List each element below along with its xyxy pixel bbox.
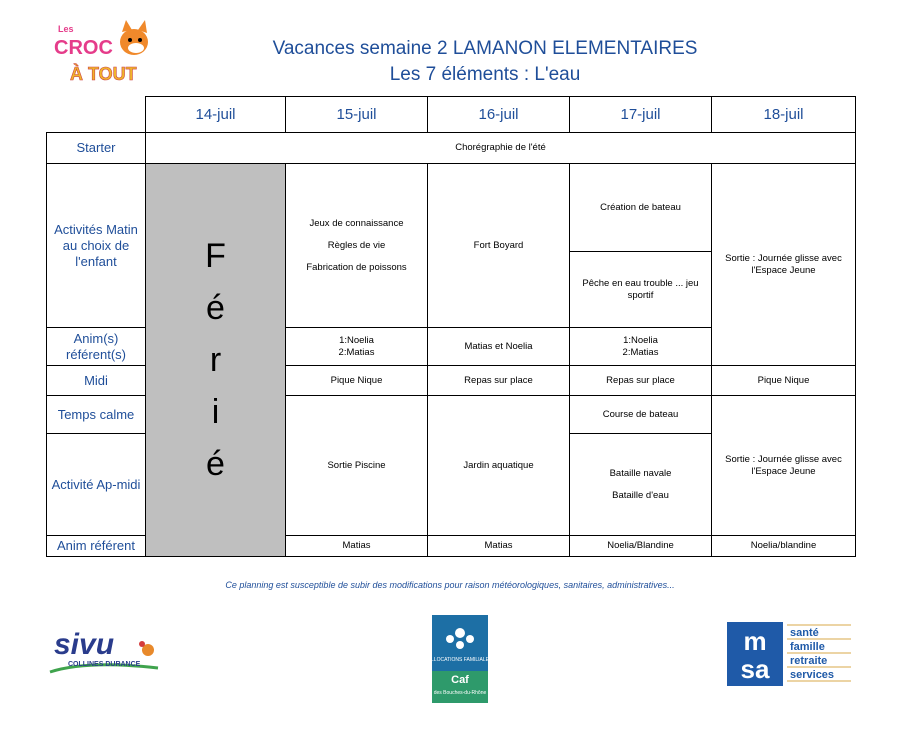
croc-logo-line1: CROC xyxy=(54,37,113,59)
midi-17: Repas sur place xyxy=(569,365,712,396)
anim-ref-15: Matias xyxy=(285,535,428,557)
ferie-letter: é xyxy=(206,289,225,327)
row-label-starter: Starter xyxy=(46,132,146,164)
row-label-temps-calme: Temps calme xyxy=(46,395,146,434)
croc-logo-les: Les xyxy=(58,24,74,34)
sivu-logo-sub: COLLINES DURANCE xyxy=(68,661,141,668)
activity-apmidi-17 xyxy=(569,433,712,536)
msa-line: retraite xyxy=(790,655,828,667)
anim-referent-15 xyxy=(285,327,428,366)
activity-apmidi-16: Jardin aquatique xyxy=(427,395,570,536)
midi-15: Pique Nique xyxy=(285,365,428,396)
msa-line: santé xyxy=(790,627,819,639)
anim-referent-17 xyxy=(569,327,712,366)
activity-matin-15 xyxy=(285,163,428,328)
activity-matin-16: Fort Boyard xyxy=(427,163,570,328)
anim-ref-18: Noelia/blandine xyxy=(711,535,856,557)
activity-item: Jeux de connaissance xyxy=(309,217,404,229)
activity-apmidi-18: Sortie : Journée glisse avec l'Espace Jeune xyxy=(711,395,856,536)
anim-ref-17: Noelia/Blandine xyxy=(569,535,712,557)
svg-text:sa: sa xyxy=(740,654,770,684)
day-header-1: 14-juil xyxy=(145,96,286,133)
activity-item: Bataille navale xyxy=(609,467,672,479)
activity-matin-17-a: Création de bateau xyxy=(569,163,712,252)
temps-calme-17: Course de bateau xyxy=(569,395,712,434)
ferie-letter: r xyxy=(209,341,222,379)
activity-item: Fabrication de poissons xyxy=(306,261,407,273)
caf-logo-name: Caf xyxy=(451,674,469,686)
msa-logo xyxy=(727,622,852,686)
starter-cell: Chorégraphie de l'été xyxy=(145,132,856,164)
page-subtitle: Les 7 éléments : L'eau xyxy=(389,64,581,85)
activity-apmidi-15: Sortie Piscine xyxy=(285,395,428,536)
row-label-anim-referent-2: Anim référent xyxy=(46,535,146,557)
activity-item: Règles de vie xyxy=(327,239,386,251)
msa-line: services xyxy=(790,669,835,681)
activity-matin-17-b: Pêche en eau trouble ... jeu sportif xyxy=(569,251,712,328)
caf-logo xyxy=(427,615,493,703)
sivu-logo-text: sivu xyxy=(54,628,115,661)
ferie-letter: F xyxy=(205,237,226,275)
day-header-2: 15-juil xyxy=(285,96,428,133)
sivu-logo xyxy=(48,620,163,682)
msa-line: famille xyxy=(790,641,825,653)
ferie-letter: é xyxy=(206,445,225,483)
day-header-3: 16-juil xyxy=(427,96,570,133)
caf-logo-sub: des Bouches-du-Rhône xyxy=(433,690,487,696)
anim-name: 2:Matias xyxy=(338,346,375,358)
footer-note: Ce planning est susceptible de subir des modifications pour raison météorologiques, sanitaires, administratives... xyxy=(225,580,675,590)
row-label-midi: Midi xyxy=(46,365,146,396)
activity-item: Bataille d'eau xyxy=(612,489,669,501)
anim-ref-16: Matias xyxy=(427,535,570,557)
svg-text:m: m xyxy=(743,626,767,656)
row-label-matin: Activités Matin au choix de l'enfant xyxy=(46,163,146,328)
day-header-5: 18-juil xyxy=(711,96,856,133)
anim-name: 2:Matias xyxy=(622,346,659,358)
ferie-letter: i xyxy=(211,393,220,431)
midi-16: Repas sur place xyxy=(427,365,570,396)
caf-logo-top: ALLOCATIONS FAMILIALES xyxy=(427,657,493,663)
anim-referent-16: Matias et Noelia xyxy=(427,327,570,366)
croc-logo-line2: À TOUT xyxy=(70,64,137,84)
row-label-activite-apmidi: Activité Ap-midi xyxy=(46,433,146,536)
day-header-4: 17-juil xyxy=(569,96,712,133)
page-title: Vacances semaine 2 LAMANON ELEMENTAIRES xyxy=(272,38,698,59)
anim-name: 1:Noelia xyxy=(623,334,658,346)
row-label-anim-referent: Anim(s) référent(s) xyxy=(46,327,146,366)
ferie-cell xyxy=(145,163,286,557)
anim-name: 1:Noelia xyxy=(339,334,374,346)
midi-18: Pique Nique xyxy=(711,365,856,396)
croc-a-tout-logo xyxy=(48,18,156,90)
activity-matin-18: Sortie : Journée glisse avec l'Espace Jeune xyxy=(711,163,856,366)
